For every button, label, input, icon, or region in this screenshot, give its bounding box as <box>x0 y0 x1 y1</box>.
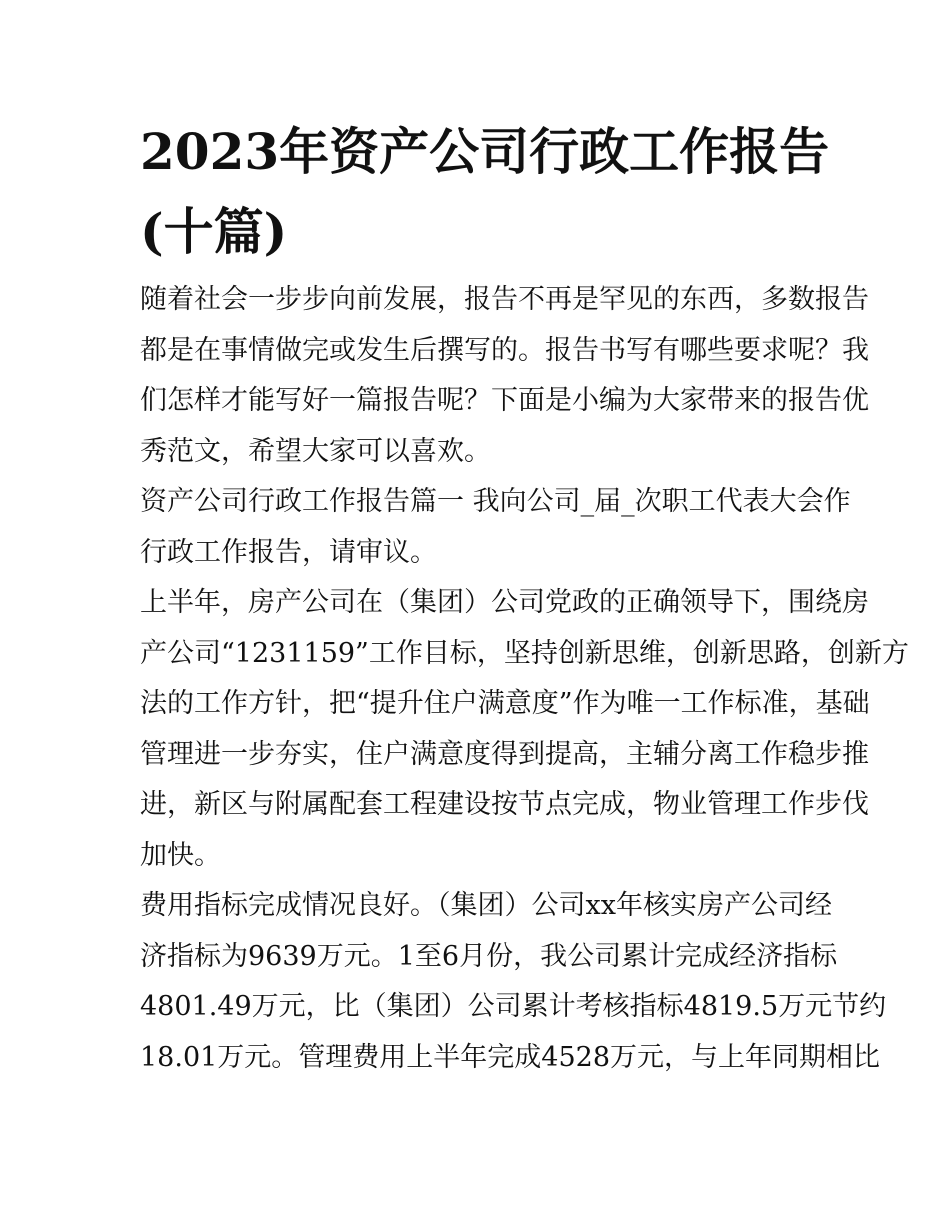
paragraph-intro <box>140 275 869 477</box>
document-body <box>140 275 909 1083</box>
text-line: 上半年，房产公司在（集团）公司党政的正确领导下，围绕房 <box>140 587 869 618</box>
text-line: 费用指标完成情况良好。（集团）公司xx年核实房产公司经 <box>140 890 832 921</box>
text-line: 行政工作报告，请审议。 <box>140 536 437 568</box>
paragraph-expenses <box>140 881 887 1083</box>
text-line: 都是在事情做完或发生后撰写的。报告书写有哪些要求呢？我 <box>140 334 869 366</box>
title-line: 2023年资产公司行政工作报告 <box>140 122 830 181</box>
document-title <box>140 112 829 272</box>
paragraph-section-one <box>140 477 851 578</box>
text-line: 加快。 <box>140 839 221 871</box>
text-line: 进，新区与附属配套工程建设按节点完成，物业管理工作步伐 <box>140 789 869 820</box>
text-line: 济指标为9639万元。1至6月份，我公司累计完成经济指标 <box>140 940 838 972</box>
title-line: (十篇) <box>140 202 288 261</box>
text-line: 18.01万元。管理费用上半年完成4528万元，与上年同期相比 <box>140 1041 881 1073</box>
text-line: 随着社会一步步向前发展，报告不再是罕见的东西，多数报告 <box>140 284 869 315</box>
text-line: 4801.49万元，比（集团）公司累计考核指标4819.5万元节约 <box>140 991 887 1022</box>
text-line: 产公司“1231159”工作目标，坚持创新思维，创新思路，创新方 <box>140 637 909 669</box>
text-line: 秀范文，希望大家可以喜欢。 <box>140 435 491 467</box>
text-line: 管理进一步夯实，住户满意度得到提高，主辅分离工作稳步推 <box>140 738 869 770</box>
text-line: 们怎样才能写好一篇报告呢？下面是小编为大家带来的报告优 <box>140 385 869 416</box>
text-line: 法的工作方针，把“提升住户满意度”作为唯一工作标准，基础 <box>140 688 870 719</box>
text-line: 资产公司行政工作报告篇一 我向公司_届_次职工代表大会作 <box>140 486 851 517</box>
paragraph-first-half <box>140 578 909 881</box>
